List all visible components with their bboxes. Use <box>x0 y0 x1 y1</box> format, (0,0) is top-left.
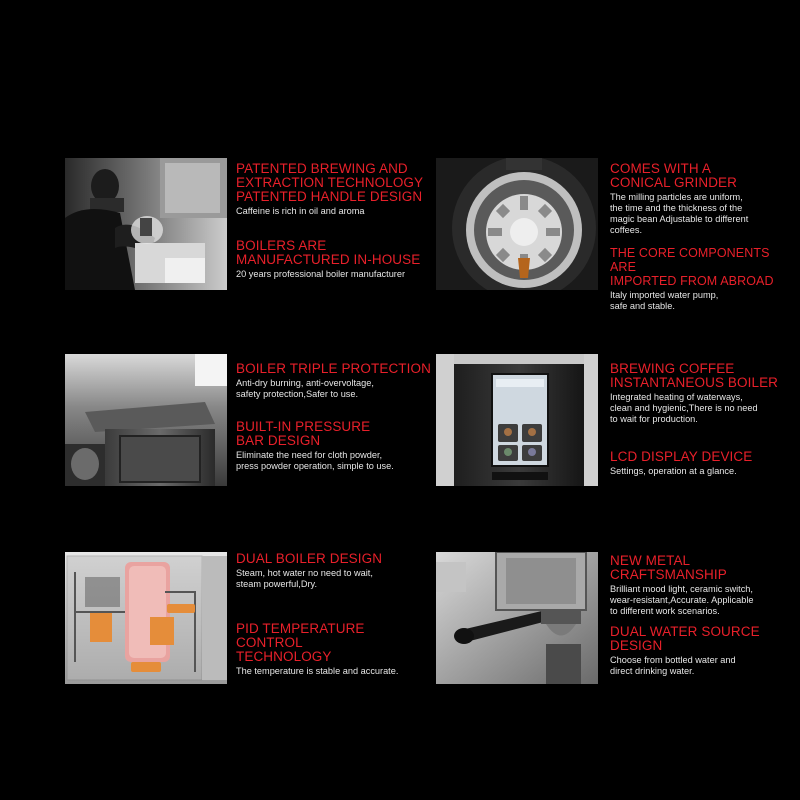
feature-block <box>610 554 795 617</box>
feature-description: Steam, hot water no need to wait, steam powerful,Dry. <box>236 568 373 589</box>
feature-heading: DUAL BOILER DESIGN <box>236 551 383 566</box>
feature-block <box>236 420 436 472</box>
portafilter-metal-photo <box>436 552 598 684</box>
feature-description: Choose from bottled water and direct drinking water. <box>610 655 736 676</box>
feature-description: Caffeine is rich in oil and aroma <box>236 206 365 216</box>
feature-text-4 <box>610 362 795 477</box>
feature-heading: LCD DISPLAY DEVICE <box>610 449 753 464</box>
feature-block <box>610 162 795 236</box>
feature-heading: PID TEMPERATURE CONTROL TECHNOLOGY <box>236 621 365 664</box>
feature-text-5 <box>236 552 432 677</box>
feature-block <box>610 246 795 312</box>
feature-block <box>236 362 436 400</box>
feature-block <box>610 625 795 677</box>
feature-description: Settings, operation at a glance. <box>610 466 737 476</box>
feature-block <box>236 622 432 677</box>
feature-description: Italy imported water pump, safe and stable. <box>610 290 719 311</box>
feature-heading: BOILER TRIPLE PROTECTION <box>236 361 431 376</box>
feature-heading: BUILT-IN PRESSURE BAR DESIGN <box>236 419 371 448</box>
feature-description: Eliminate the need for cloth powder, press powder operation, simple to use. <box>236 450 394 471</box>
feature-heading: COMES WITH A CONICAL GRINDER <box>610 161 738 190</box>
feature-text-1 <box>236 162 436 280</box>
feature-description: The temperature is stable and accurate. <box>236 666 399 676</box>
feature-heading: DUAL WATER SOURCE DESIGN <box>610 624 760 653</box>
feature-block <box>236 552 432 590</box>
feature-text-6 <box>610 554 795 677</box>
feature-block <box>236 239 436 280</box>
feature-block <box>236 162 436 217</box>
feature-block <box>610 362 795 425</box>
dual-boiler-xray-photo <box>65 552 227 684</box>
barista-steaming-photo <box>65 158 227 290</box>
lcd-display-photo <box>436 354 598 486</box>
feature-heading: NEW METAL CRAFTSMANSHIP <box>610 553 727 582</box>
feature-description: The milling particles are uniform, the time and the thickness of the magic bean Adjustable to different coffees. <box>610 192 749 235</box>
feature-text-3 <box>236 362 436 472</box>
feature-text-2 <box>610 162 795 312</box>
machine-top-closeup-photo <box>65 354 227 486</box>
feature-block <box>610 450 795 477</box>
feature-heading: BREWING COFFEE INSTANTANEOUS BOILER <box>610 361 779 390</box>
feature-description: Integrated heating of waterways, clean and hygienic,There is no need to wait for production. <box>610 392 758 424</box>
feature-description: 20 years professional boiler manufacturer <box>236 269 406 279</box>
feature-heading: PATENTED BREWING AND EXTRACTION TECHNOLOGY PATENTED HANDLE DESIGN <box>236 161 424 204</box>
feature-heading: THE CORE COMPONENTS ARE IMPORTED FROM ABROAD <box>610 246 774 288</box>
feature-description: Anti-dry burning, anti-overvoltage, safety protection,Safer to use. <box>236 378 374 399</box>
conical-grinder-burr-photo <box>436 158 598 290</box>
feature-description: Brilliant mood light, ceramic switch, wear-resistant,Accurate. Applicable to different work scenarios. <box>610 584 754 616</box>
feature-heading: BOILERS ARE MANUFACTURED IN-HOUSE <box>236 238 421 267</box>
